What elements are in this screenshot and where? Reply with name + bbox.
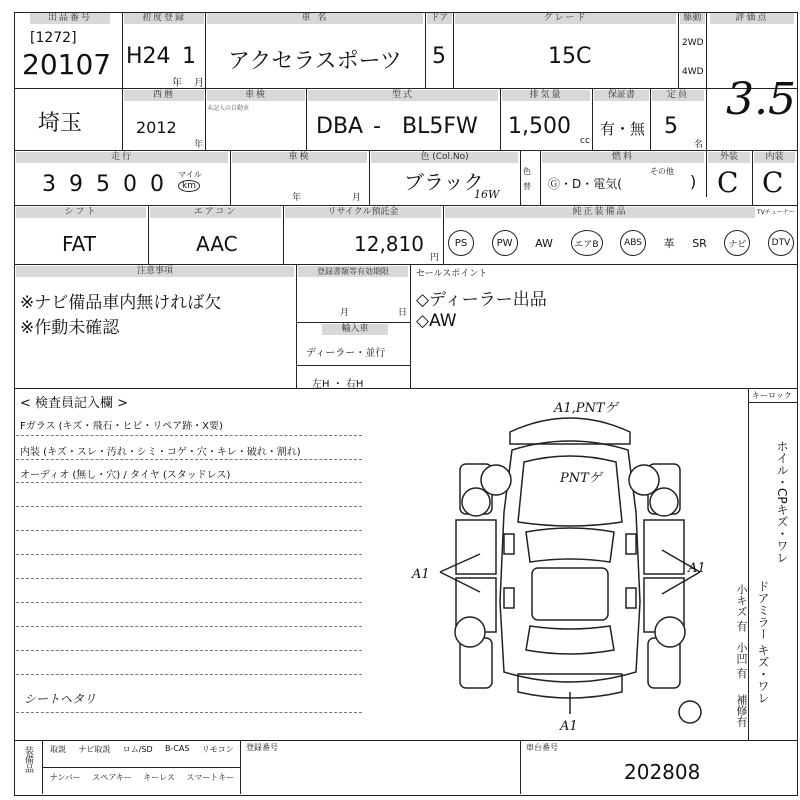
drive-4wd: 4WD	[682, 67, 704, 77]
recycle-value: 12,810	[354, 232, 424, 256]
exterior-header: 外装	[708, 152, 750, 163]
left-front-door	[456, 520, 496, 574]
inspection-header: 車検	[232, 152, 367, 163]
inspection-line-3: オーディオ (無し・穴) / タイヤ (スタッドレス)	[20, 470, 231, 481]
equipment-leather: 革	[663, 237, 675, 250]
mileage-digits	[42, 172, 167, 197]
divider	[453, 12, 454, 88]
side-mirror-note: ドアミラー キズ・ワレ	[756, 580, 770, 704]
region: 埼玉	[38, 111, 83, 136]
right-mirror	[650, 488, 678, 516]
divider	[230, 150, 231, 205]
year-unit: 年	[172, 78, 182, 89]
divider	[205, 12, 206, 88]
sales-point-1: ◇ディーラー出品	[416, 290, 547, 310]
fuel-close: )	[690, 172, 697, 191]
inspection-year-unit: 年	[292, 193, 302, 203]
left-front-window	[504, 534, 514, 554]
divider	[520, 150, 521, 205]
accessory-rom-sd: ロム/SD	[122, 745, 153, 754]
divider	[240, 740, 241, 794]
capacity-value: 5	[664, 114, 678, 139]
spare-wheel	[679, 701, 701, 723]
import-label: 輸入車	[322, 324, 388, 335]
caution-header: 注意事項	[16, 266, 294, 277]
divider	[650, 88, 651, 150]
inspection-line-1: Fガラス (キズ・飛石・ヒビ・リペア跡・X要)	[20, 421, 223, 432]
rear-window	[526, 626, 614, 654]
accessory-navi-manual: ナビ取説	[78, 745, 111, 754]
divider	[14, 205, 797, 206]
sales-point-2: ◇AW	[416, 311, 457, 331]
divider	[706, 12, 707, 197]
caution-1: ※ナビ備品車内無ければ欠	[20, 293, 222, 313]
reg-number-label: 登録番号	[246, 743, 278, 752]
doors-value: 5	[432, 44, 446, 69]
side-scratch-note: 小キズ 有	[735, 584, 748, 632]
divider	[148, 205, 149, 264]
inspection-title: < 検査員記入欄 >	[20, 396, 129, 411]
year-value: 2012	[136, 118, 177, 137]
accessory-keyless: キーレス	[143, 773, 175, 782]
model-header: 型式	[308, 90, 498, 101]
handwritten-note: シートヘタリ	[24, 692, 97, 706]
equipment-airbag: エアB	[571, 230, 603, 256]
note-line	[16, 506, 362, 507]
capacity-header: 定員	[652, 90, 704, 101]
mileage-digit: 0	[150, 172, 167, 197]
divider	[748, 388, 749, 740]
first-reg-header: 初度登録	[124, 13, 204, 24]
divider	[500, 88, 501, 150]
divider	[122, 88, 123, 150]
person-unit: 名	[694, 140, 704, 150]
warranty-no: 無	[630, 120, 646, 138]
divider	[425, 12, 426, 88]
divider	[296, 322, 410, 323]
front-left-wheel	[481, 465, 511, 495]
fuel-other: その他	[650, 167, 674, 176]
divider	[592, 88, 593, 150]
model-prefix: DBA	[316, 114, 364, 139]
divider	[14, 740, 797, 741]
mileage-digit: 0	[123, 172, 140, 197]
equipment-dtv: DTV	[768, 230, 794, 256]
steering-option: 左H ・ 右H	[312, 379, 364, 390]
divider	[369, 150, 370, 205]
rear-left-wheel	[455, 617, 485, 647]
accessory-manual: 取説	[50, 745, 67, 754]
divider	[410, 264, 411, 388]
accessory-row-1	[44, 744, 240, 755]
model-dash: -	[373, 114, 381, 139]
warranty-sep: ・	[615, 120, 631, 138]
grade-value: 15C	[548, 44, 592, 69]
equipment-list	[448, 230, 794, 256]
inspection-month-unit: 月	[352, 193, 362, 203]
recycle-header: リサイクル預託金	[285, 207, 441, 218]
accessories-label: 装備品	[23, 746, 33, 773]
equipment-ps: PS	[448, 230, 474, 256]
sales-header: セールスポイント	[416, 269, 488, 279]
ac-header: エアコン	[150, 207, 281, 218]
rear-right-wheel	[655, 617, 685, 647]
caution-2: ※作動未確認	[20, 318, 120, 338]
tv-tuner-header: TVチューナー	[757, 209, 795, 216]
year-unit: 年	[194, 140, 204, 150]
divider	[296, 264, 297, 388]
grade-header: グレード	[455, 13, 676, 24]
mileage-digit: 9	[69, 172, 86, 197]
accessory-row-2	[44, 772, 240, 783]
interior-header: 内装	[754, 152, 795, 163]
interior-value: C	[762, 166, 784, 199]
equipment-abs: ABS	[620, 230, 646, 256]
month-unit: 月	[194, 78, 204, 89]
displacement-value: 1,500	[508, 114, 571, 139]
reg-expiry-header: 登録書類等有効期限	[298, 266, 408, 277]
reg-month: 1	[182, 44, 196, 69]
hood-panel	[518, 456, 622, 526]
km-unit: km	[178, 180, 200, 192]
left-annotation-line	[440, 572, 480, 592]
note-line	[16, 578, 362, 579]
note-line	[16, 435, 362, 436]
model-code: BL5FW	[402, 114, 478, 139]
diagram-left-note: A1	[412, 567, 430, 582]
expiry-month: 月	[340, 308, 350, 318]
color-value: ブラック	[404, 170, 484, 194]
score-value: 3.5	[726, 74, 796, 125]
yen-unit: 円	[430, 253, 440, 263]
shaken-header: 車検	[207, 90, 305, 101]
chassis-number: 202808	[624, 760, 701, 784]
doors-header: ドア	[427, 13, 452, 24]
exterior-value: C	[717, 166, 739, 199]
side-repair-note: 補修有	[735, 694, 748, 727]
divider	[14, 264, 797, 265]
equipment-navi: ナビ	[724, 230, 750, 256]
divider	[748, 402, 797, 403]
fuel-header: 燃料	[542, 152, 704, 163]
accessory-spare-key: スペアキー	[92, 773, 132, 782]
color-header: 色 (Col.No)	[371, 152, 518, 163]
left-mirror	[462, 488, 490, 516]
front-bumper	[510, 418, 630, 444]
lot-bracket: [1272]	[30, 30, 77, 46]
accessory-remote: リモコン	[201, 745, 234, 754]
fuel-options: Ⓖ・D・電気(	[548, 177, 622, 191]
divider	[122, 12, 123, 88]
inspection-line-2: 内装 (キズ・スレ・汚れ・シミ・コゲ・穴・キレ・破れ・割れ)	[20, 447, 301, 458]
score-header: 評価点	[710, 13, 794, 24]
divider	[540, 150, 541, 205]
mileage-digit: 5	[96, 172, 113, 197]
warranty-header: 保証書	[594, 90, 649, 101]
small-note: 未記入の自動車	[207, 105, 250, 112]
divider	[283, 205, 284, 264]
diagram-bottom-note: A1	[560, 719, 578, 734]
accessory-plate: ナンバー	[49, 773, 81, 782]
divider	[42, 767, 240, 768]
warranty-options	[600, 118, 645, 139]
accessory-smart-key: スマートキー	[186, 773, 235, 782]
equipment-header: 純正装備品	[445, 207, 755, 218]
key-lock-label: キーロック	[752, 391, 792, 400]
lot-number: 20107	[22, 48, 112, 81]
cc-unit: cc	[580, 136, 590, 146]
car-name: アクセラスポーツ	[228, 49, 402, 74]
divider	[752, 150, 753, 205]
drive-header: 駆動	[680, 13, 705, 24]
note-line	[16, 674, 362, 675]
mileage-digit: 3	[42, 172, 59, 197]
side-dent-note: 小凹 有	[735, 642, 748, 679]
mileage-header: 走行	[16, 152, 228, 163]
car-name-header: 車 名	[207, 13, 423, 24]
divider	[205, 88, 206, 150]
right-front-window	[626, 534, 636, 554]
front-right-wheel	[629, 465, 659, 495]
right-front-door	[644, 520, 684, 574]
note-line	[16, 554, 362, 555]
note-line	[16, 626, 362, 627]
right-rear-window	[626, 588, 636, 608]
note-line	[16, 602, 362, 603]
shift-header: シフト	[16, 207, 146, 218]
left-annotation-line	[440, 554, 480, 572]
divider	[443, 205, 444, 264]
divider	[14, 388, 797, 389]
diagram-hood-note: PNTゲ	[560, 471, 602, 486]
reg-era: H24	[126, 44, 171, 69]
note-line	[16, 650, 362, 651]
equipment-pw: PW	[492, 230, 518, 256]
divider	[14, 150, 706, 151]
equipment-sunroof: SR	[692, 236, 707, 250]
car-diagram	[400, 392, 740, 738]
displacement-header: 排気量	[502, 90, 590, 101]
left-rear-window	[504, 588, 514, 608]
warranty-yes: 有	[600, 120, 616, 138]
ac-value: AAC	[196, 232, 238, 256]
color-code: 16W	[474, 188, 500, 201]
shift-value: FAT	[62, 232, 97, 256]
expiry-day: 日	[398, 308, 408, 318]
equipment-aw: AW	[535, 236, 553, 250]
side-wheel-note: ホイル・CPキズ・ワレ	[775, 440, 789, 564]
note-line	[16, 482, 362, 483]
drive-2wd: 2WD	[682, 38, 704, 48]
dealer-option: ディーラー・並行	[306, 348, 386, 359]
auction-no-header: 出品番号	[30, 13, 110, 24]
accessory-bcas: B-CAS	[164, 744, 190, 753]
chassis-label: 車台番号	[526, 743, 558, 752]
divider	[306, 88, 307, 150]
windshield	[526, 528, 614, 562]
color-change-label: 色替	[523, 167, 531, 191]
mile-unit: マイル	[178, 170, 202, 179]
year-header: 西暦	[124, 90, 204, 101]
note-line	[16, 530, 362, 531]
divider	[678, 12, 679, 88]
note-line	[16, 712, 362, 713]
roof	[532, 568, 608, 620]
divider	[520, 740, 521, 794]
divider	[14, 88, 797, 89]
diagram-top-note: A1,PNTゲ	[554, 401, 618, 416]
divider	[296, 365, 410, 366]
diagram-right-note: A1	[688, 561, 706, 576]
note-line	[16, 459, 362, 460]
